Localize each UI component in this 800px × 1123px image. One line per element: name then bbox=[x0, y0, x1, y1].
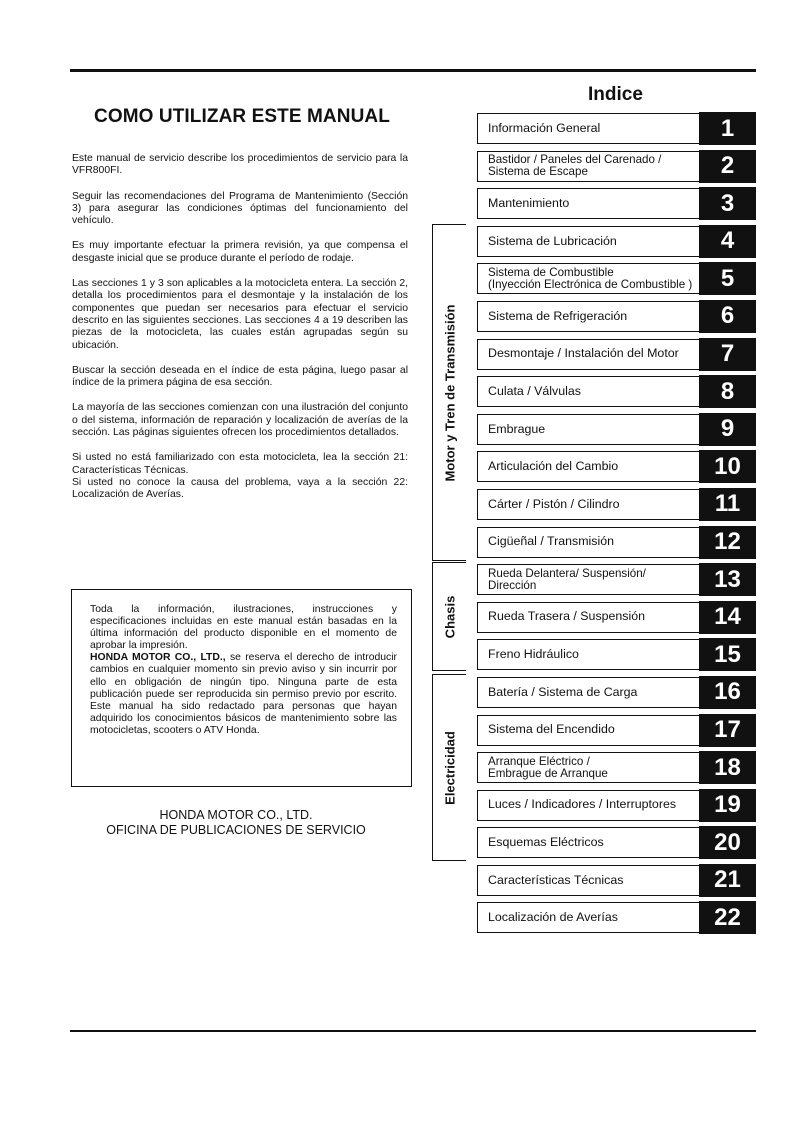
index-title: Indice bbox=[588, 84, 643, 105]
group-chasis bbox=[432, 562, 466, 671]
index-row-label bbox=[477, 677, 700, 708]
index-row-number: 3 bbox=[699, 187, 756, 220]
top-rule bbox=[70, 69, 756, 72]
index-row-line: Bastidor / Paneles del Carenado / bbox=[488, 153, 662, 167]
intro-paragraph: Si usted no está familiarizado con esta motocicleta, lea la sección 21: Características Técnicas. Si usted no conoce la causa del problema, vaya a la sección 22: Localización de Averías. bbox=[72, 452, 408, 501]
intro-paragraph: La mayoría de las secciones comienzan con una ilustración del conjunto o del sistema, información de reparación y localización de averías de la sección. Las páginas siguientes ofrecen los procedimientos detallados. bbox=[72, 402, 408, 439]
index-row-label bbox=[477, 790, 700, 821]
index-row-15[interactable] bbox=[477, 636, 756, 674]
index-row-line: Rueda Trasera / Suspensión bbox=[488, 609, 646, 624]
index-row-number: 18 bbox=[699, 751, 756, 784]
index-row-3[interactable] bbox=[477, 185, 756, 223]
index-row-line: Culata / Válvulas bbox=[488, 383, 581, 398]
index-row-1[interactable] bbox=[477, 110, 756, 148]
index-row-line: Sistema de Escape bbox=[488, 165, 588, 179]
index-row-line: Sistema del Encendido bbox=[488, 722, 615, 737]
index-row-2[interactable] bbox=[477, 148, 756, 186]
index-row-22[interactable] bbox=[477, 899, 756, 937]
group-electricidad bbox=[432, 674, 466, 861]
index-row-number: 16 bbox=[699, 676, 756, 709]
index-row-number: 12 bbox=[699, 526, 756, 559]
index-row-line: Sistema de Refrigeración bbox=[488, 308, 628, 323]
index-row-10[interactable] bbox=[477, 448, 756, 486]
index-row-number: 6 bbox=[699, 300, 756, 333]
index-row-label bbox=[477, 489, 700, 520]
group-motor-label: Motor y Tren de Transmisión bbox=[442, 304, 457, 481]
index-row-label bbox=[477, 263, 700, 294]
index-row-line: Sistema de Combustible bbox=[488, 265, 614, 279]
index-row-5[interactable] bbox=[477, 260, 756, 298]
intro-text bbox=[72, 153, 408, 515]
index-row-line: Arranque Eléctrico / bbox=[488, 754, 590, 768]
index-row-line: Mantenimiento bbox=[488, 195, 570, 210]
index-row-number: 13 bbox=[699, 563, 756, 596]
index-row-18[interactable] bbox=[477, 749, 756, 787]
index-row-label bbox=[477, 564, 700, 595]
index-row-21[interactable] bbox=[477, 862, 756, 900]
company-block bbox=[70, 808, 402, 838]
index-row-line: Embrague de Arranque bbox=[488, 766, 608, 780]
index-row-number: 20 bbox=[699, 826, 756, 859]
index-row-label bbox=[477, 527, 700, 558]
index-row-line: Sistema de Lubricación bbox=[488, 233, 617, 248]
index-row-label bbox=[477, 865, 700, 896]
index-row-label bbox=[477, 301, 700, 332]
index-row-13[interactable] bbox=[477, 561, 756, 599]
index-row-9[interactable] bbox=[477, 411, 756, 449]
group-chasis-label: Chasis bbox=[442, 595, 457, 638]
index-row-line: Localización de Averías bbox=[488, 910, 618, 925]
index-row-label bbox=[477, 414, 700, 445]
company-office: OFICINA DE PUBLICACIONES DE SERVICIO bbox=[106, 823, 366, 837]
index-row-number: 14 bbox=[699, 601, 756, 634]
index-row-4[interactable] bbox=[477, 223, 756, 261]
index-row-label bbox=[477, 752, 700, 783]
copyright-notice bbox=[71, 589, 412, 787]
index-row-number: 2 bbox=[699, 150, 756, 183]
index-row-line: Embrague bbox=[488, 421, 546, 436]
index-row-17[interactable] bbox=[477, 712, 756, 750]
index-row-line: Características Técnicas bbox=[488, 872, 624, 887]
intro-paragraph: Seguir las recomendaciones del Programa de Mantenimiento (Sección 3) para asegurar las condiciones óptimas del funcionamiento del vehículo. bbox=[72, 190, 408, 227]
intro-paragraph: Buscar la sección deseada en el índice de esta página, luego pasar al índice de la primera página de esa sección. bbox=[72, 364, 408, 389]
index-row-line: Esquemas Eléctricos bbox=[488, 835, 604, 850]
index-row-line: Cigüeñal / Transmisión bbox=[488, 534, 615, 549]
index-row-number: 9 bbox=[699, 413, 756, 446]
index-row-number: 5 bbox=[699, 262, 756, 295]
section-index bbox=[477, 110, 756, 937]
intro-paragraph: Las secciones 1 y 3 son aplicables a la motocicleta entera. La sección 2, detalla los procedimientos para el desmontaje y la instalación de los componentes que puedan ser necesarios para efectuar el servicio descrito en las siguientes secciones. Las secciones 4 a 19 describen las piezas de la motocicleta, las cuales están agrupadas según su ubicación. bbox=[72, 278, 408, 351]
notice-text-2-body: se reserva el derecho de introducir cambios en cualquier momento sin previo aviso y sin incurrir por ello en obligación de ningún tipo. Ninguna parte de esta publicación puede ser reproducida sin permiso previo por escrito. Este manual ha sido redactado para personas que hayan adquirido los conocimientos básicos de mantenimiento sobre las motocicletas, scooters o ATV Honda. bbox=[90, 652, 397, 736]
index-row-line: Rueda Delantera/ Suspensión/ bbox=[488, 566, 646, 580]
index-row-number: 7 bbox=[699, 338, 756, 371]
index-row-line: Freno Hidráulico bbox=[488, 647, 579, 662]
index-row-14[interactable] bbox=[477, 599, 756, 637]
intro-paragraph: Es muy importante efectuar la primera revisión, ya que compensa el desgaste inicial que se produce durante el período de rodaje. bbox=[72, 240, 408, 264]
index-row-label bbox=[477, 188, 700, 219]
index-row-label bbox=[477, 602, 700, 633]
index-row-label bbox=[477, 639, 700, 670]
group-electricidad-label: Electricidad bbox=[442, 730, 457, 805]
notice-company: HONDA MOTOR CO., LTD., bbox=[90, 652, 226, 664]
notice-text-1: Toda la información, ilustraciones, instrucciones y especificaciones incluidas en este manual están basadas en la última información del producto disponible en el momento de aprobar la impresión. bbox=[90, 604, 397, 652]
index-row-12[interactable] bbox=[477, 524, 756, 562]
index-row-11[interactable] bbox=[477, 486, 756, 524]
index-row-6[interactable] bbox=[477, 298, 756, 336]
index-row-line: Información General bbox=[488, 120, 601, 135]
index-row-label bbox=[477, 827, 700, 858]
index-row-number: 11 bbox=[699, 488, 756, 521]
index-row-number: 15 bbox=[699, 638, 756, 671]
page-title: COMO UTILIZAR ESTE MANUAL bbox=[94, 106, 390, 127]
company-name: HONDA MOTOR CO., LTD. bbox=[159, 808, 313, 822]
index-row-number: 22 bbox=[699, 901, 756, 934]
index-row-19[interactable] bbox=[477, 787, 756, 825]
index-row-line: Dirección bbox=[488, 578, 537, 592]
index-row-line: Desmontaje / Instalación del Motor bbox=[488, 346, 679, 361]
index-row-line: (Inyección Electrónica de Combustible ) bbox=[488, 277, 693, 291]
index-row-line: Batería / Sistema de Carga bbox=[488, 684, 638, 699]
index-row-label bbox=[477, 376, 700, 407]
index-row-label bbox=[477, 715, 700, 746]
index-row-label bbox=[477, 339, 700, 370]
index-row-20[interactable] bbox=[477, 824, 756, 862]
index-row-7[interactable] bbox=[477, 336, 756, 374]
index-row-label bbox=[477, 451, 700, 482]
index-row-16[interactable] bbox=[477, 674, 756, 712]
index-row-label bbox=[477, 902, 700, 933]
index-row-8[interactable] bbox=[477, 373, 756, 411]
bottom-rule bbox=[70, 1030, 756, 1032]
index-row-number: 17 bbox=[699, 714, 756, 747]
index-row-number: 10 bbox=[699, 450, 756, 483]
index-row-number: 21 bbox=[699, 864, 756, 897]
index-row-number: 1 bbox=[699, 112, 756, 145]
index-row-number: 8 bbox=[699, 375, 756, 408]
index-row-label bbox=[477, 151, 700, 182]
index-row-line: Cárter / Pistón / Cilindro bbox=[488, 496, 620, 511]
group-motor bbox=[432, 224, 466, 561]
index-row-number: 4 bbox=[699, 225, 756, 258]
index-row-line: Luces / Indicadores / Interruptores bbox=[488, 797, 677, 812]
index-row-label bbox=[477, 113, 700, 144]
index-row-number: 19 bbox=[699, 789, 756, 822]
index-row-label bbox=[477, 226, 700, 257]
index-row-line: Articulación del Cambio bbox=[488, 459, 619, 474]
intro-paragraph: Este manual de servicio describe los procedimientos de servicio para la VFR800FI. bbox=[72, 153, 408, 177]
notice-text-2 bbox=[90, 652, 397, 737]
